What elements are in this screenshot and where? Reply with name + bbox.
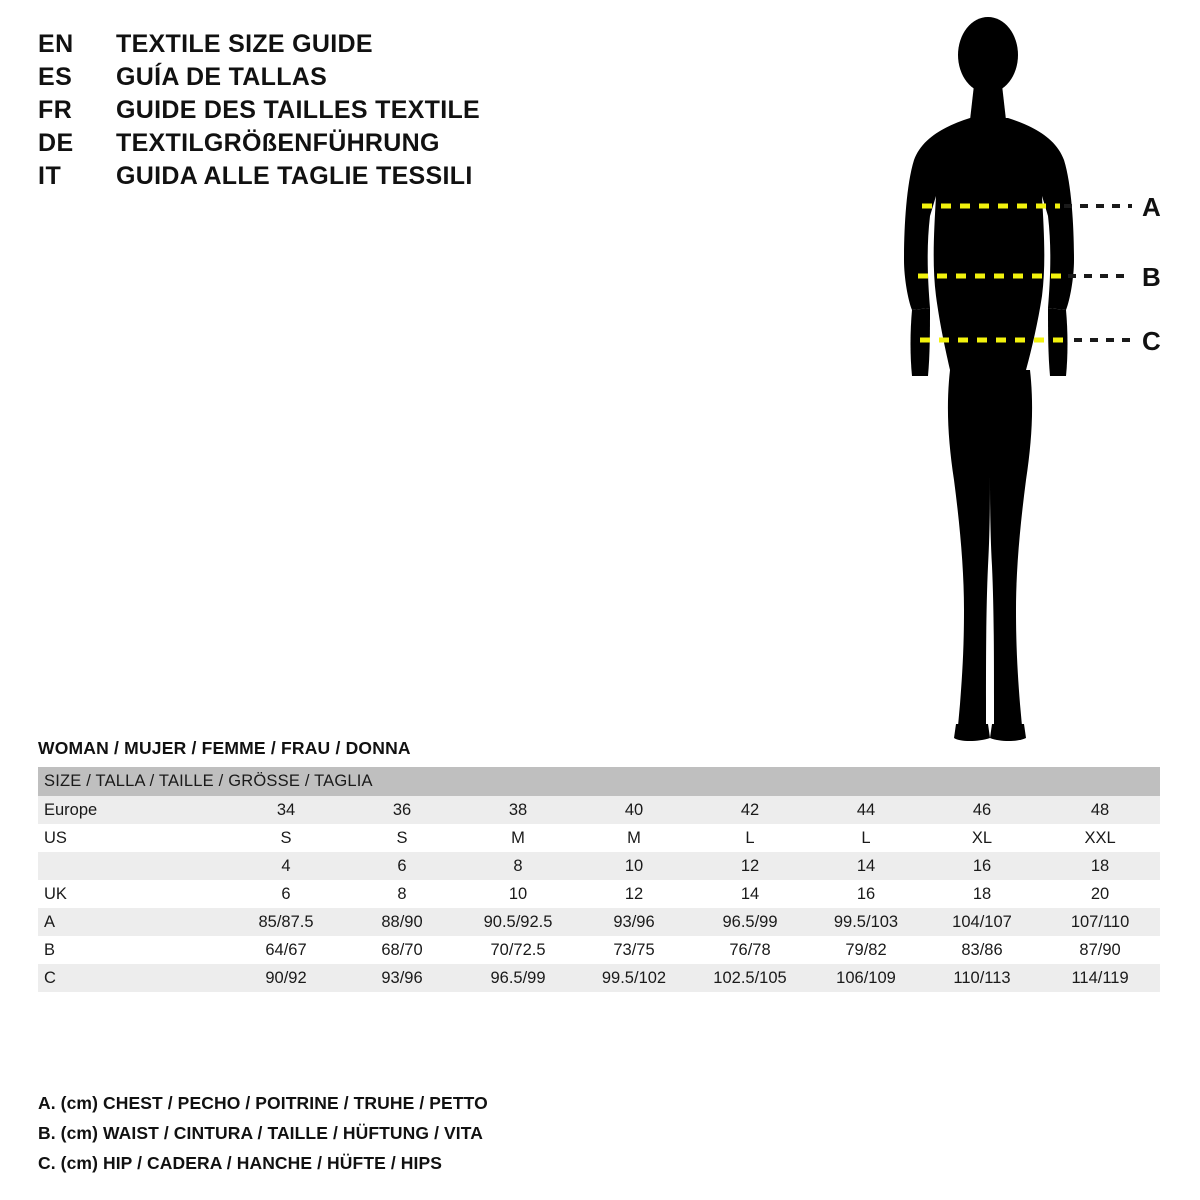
table-cell: 18 — [1040, 852, 1160, 880]
legend-line-b: B. (cm) WAIST / CINTURA / TAILLE / HÜFTUNG / VITA — [38, 1123, 483, 1143]
title-row — [38, 162, 678, 195]
row-label: US — [38, 824, 228, 852]
table-cell: 87/90 — [1040, 936, 1160, 964]
table-cell: 48 — [1040, 796, 1160, 824]
table-cell: M — [460, 824, 576, 852]
title-lang-de: DE — [38, 129, 74, 157]
title-text-fr: GUIDE DES TAILLES TEXTILE — [116, 96, 481, 124]
table-cell: 10 — [460, 880, 576, 908]
table-cell: 106/109 — [808, 964, 924, 992]
title-lang-en: EN — [38, 30, 74, 58]
table-cell: XXL — [1040, 824, 1160, 852]
table-cell: L — [808, 824, 924, 852]
table-cell: 107/110 — [1040, 908, 1160, 936]
figure-label-b: B — [1142, 262, 1161, 292]
table-cell: 8 — [460, 852, 576, 880]
table-cell: L — [692, 824, 808, 852]
row-label: Europe — [38, 796, 228, 824]
title-text-en: TEXTILE SIZE GUIDE — [116, 30, 373, 58]
title-lang-fr: FR — [38, 96, 73, 124]
size-table — [38, 767, 1160, 992]
table-row — [38, 796, 1160, 824]
table-cell: 6 — [228, 880, 344, 908]
table-cell: 44 — [808, 796, 924, 824]
table-cell: 90/92 — [228, 964, 344, 992]
table-cell: S — [228, 824, 344, 852]
table-cell: 8 — [344, 880, 460, 908]
table-cell: 14 — [808, 852, 924, 880]
table-cell: 76/78 — [692, 936, 808, 964]
table-row — [38, 964, 1160, 992]
table-cell: 68/70 — [344, 936, 460, 964]
table-cell: 99.5/102 — [576, 964, 692, 992]
title-row — [38, 30, 678, 63]
table-cell: 14 — [692, 880, 808, 908]
title-text-de: TEXTILGRÖßENFÜHRUNG — [116, 129, 440, 157]
figure-label-a: A — [1142, 192, 1161, 222]
table-cell: 12 — [576, 880, 692, 908]
title-text-it: GUIDA ALLE TAGLIE TESSILI — [116, 162, 473, 190]
table-cell: 90.5/92.5 — [460, 908, 576, 936]
table-cell: 102.5/105 — [692, 964, 808, 992]
legend-line-c: C. (cm) HIP / CADERA / HANCHE / HÜFTE / HIPS — [38, 1153, 443, 1173]
row-label: C — [38, 964, 228, 992]
table-row — [38, 852, 1160, 880]
size-table-section — [38, 738, 1160, 992]
measurement-legend — [38, 1088, 938, 1178]
title-row — [38, 63, 678, 96]
table-cell: 16 — [808, 880, 924, 908]
figure-label-c: C — [1142, 326, 1161, 356]
table-cell: 42 — [692, 796, 808, 824]
table-cell: 70/72.5 — [460, 936, 576, 964]
table-cell: 40 — [576, 796, 692, 824]
table-cell: 4 — [228, 852, 344, 880]
table-cell: 83/86 — [924, 936, 1040, 964]
table-cell: S — [344, 824, 460, 852]
table-cell: 104/107 — [924, 908, 1040, 936]
row-label: B — [38, 936, 228, 964]
table-cell: M — [576, 824, 692, 852]
title-row — [38, 129, 678, 162]
table-cell: 12 — [692, 852, 808, 880]
table-cell: 46 — [924, 796, 1040, 824]
table-cell: 93/96 — [344, 964, 460, 992]
table-header-label: SIZE / TALLA / TAILLE / GRÖSSE / TAGLIA — [38, 767, 1160, 796]
table-cell: 96.5/99 — [460, 964, 576, 992]
title-row — [38, 96, 678, 129]
row-label: A — [38, 908, 228, 936]
title-block — [38, 30, 678, 195]
legend-line-a: A. (cm) CHEST / PECHO / POITRINE / TRUHE / PETTO — [38, 1093, 488, 1113]
table-cell: 16 — [924, 852, 1040, 880]
table-row — [38, 908, 1160, 936]
table-cell: 73/75 — [576, 936, 692, 964]
title-lang-it: IT — [38, 162, 62, 190]
female-silhouette-icon — [904, 17, 1074, 741]
table-cell: 79/82 — [808, 936, 924, 964]
table-cell: 110/113 — [924, 964, 1040, 992]
table-cell: 36 — [344, 796, 460, 824]
table-header-row — [38, 767, 1160, 796]
table-caption: WOMAN / MUJER / FEMME / FRAU / DONNA — [38, 738, 411, 758]
table-cell: 85/87.5 — [228, 908, 344, 936]
table-cell: 88/90 — [344, 908, 460, 936]
table-cell: 10 — [576, 852, 692, 880]
table-cell: 38 — [460, 796, 576, 824]
table-cell: 93/96 — [576, 908, 692, 936]
body-measurement-figure — [860, 10, 1190, 750]
table-row — [38, 824, 1160, 852]
table-cell: 20 — [1040, 880, 1160, 908]
table-cell: XL — [924, 824, 1040, 852]
table-cell: 114/119 — [1040, 964, 1160, 992]
row-label: UK — [38, 880, 228, 908]
table-cell: 64/67 — [228, 936, 344, 964]
table-cell: 99.5/103 — [808, 908, 924, 936]
row-label — [38, 852, 228, 880]
table-row — [38, 880, 1160, 908]
table-row — [38, 936, 1160, 964]
table-cell: 34 — [228, 796, 344, 824]
title-text-es: GUÍA DE TALLAS — [116, 63, 328, 91]
title-lang-es: ES — [38, 63, 73, 91]
table-cell: 6 — [344, 852, 460, 880]
table-cell: 96.5/99 — [692, 908, 808, 936]
table-cell: 18 — [924, 880, 1040, 908]
